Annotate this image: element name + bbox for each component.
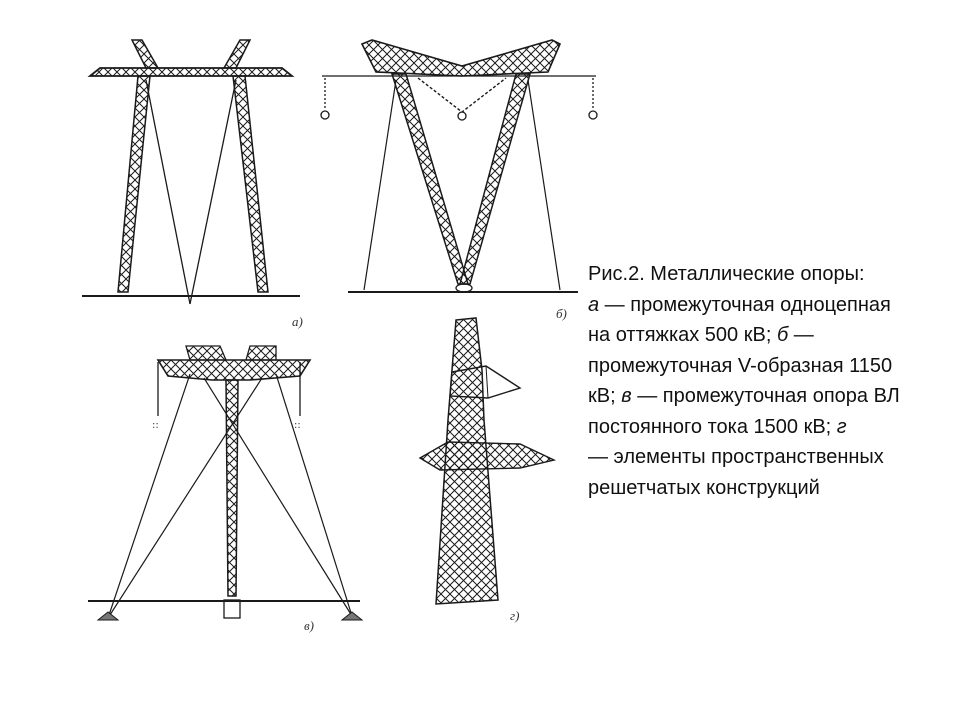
leg-right-a (233, 76, 268, 292)
caption-letter-g: г (836, 415, 847, 438)
conductor-left-v: :: (152, 420, 159, 431)
conductor-left-b (321, 111, 329, 119)
caption-text-b: — (788, 324, 814, 346)
caption-line-a (588, 290, 950, 321)
caption-text-b2: промежуточная V-образная 1150 (588, 354, 893, 377)
figure-label-v: в) (304, 618, 314, 633)
guy-wire-a-2 (190, 80, 236, 304)
caption-letter-v: в (621, 385, 632, 407)
conductor-right-b (589, 111, 597, 119)
mast-v (226, 380, 238, 596)
caption-text-a2: на оттяжках 500 кВ; (588, 324, 777, 346)
guy-v-3 (108, 378, 262, 618)
crossarm-b (362, 40, 560, 76)
caption-line-v2 (588, 412, 950, 443)
peak-left-a (132, 40, 158, 68)
peak-right-v (246, 346, 276, 360)
caption-title: Рис.2. Металлические опоры: (588, 263, 865, 285)
caption-text-a: — промежуточная одноцепная (599, 293, 891, 316)
leg-left-b (392, 74, 468, 284)
lower-arm-g (420, 442, 554, 470)
anchor-right-v (342, 612, 362, 620)
figure-caption (588, 259, 950, 503)
upper-arm-brace-g (486, 366, 488, 398)
caption-text-v2: постоянного тока 1500 кВ; (588, 415, 837, 438)
base-b (456, 284, 472, 292)
anchor-left-v (98, 612, 118, 620)
conductor-mid-b (458, 112, 466, 120)
caption-line-a2 (588, 320, 950, 351)
figure-label-b: б) (556, 306, 567, 321)
caption-line-b3 (588, 381, 950, 412)
leg-left-a (118, 76, 150, 292)
caption-text-v: — промежуточная опора ВЛ (631, 385, 900, 407)
conductor-right-v: :: (294, 420, 301, 431)
foundation-v (224, 600, 240, 618)
figure-label-g: г) (510, 608, 520, 623)
guy-wire-a-1 (146, 80, 190, 304)
caption-letter-a: а (588, 293, 600, 316)
tower-v-drawing (88, 346, 362, 633)
guy-b-2 (528, 80, 560, 290)
guy-v-1 (108, 374, 190, 618)
crossarm-a (90, 68, 292, 76)
peak-right-a (224, 40, 250, 68)
figure-label-a: а) (292, 314, 303, 329)
tower-g-drawing (420, 318, 554, 623)
guy-v-2 (204, 378, 352, 616)
tower-b-drawing (321, 40, 600, 321)
caption-text-g2: решетчатых конструкций (588, 476, 820, 499)
peak-left-v (186, 346, 226, 360)
tower-a-drawing (82, 40, 303, 329)
v-insulator-b (418, 78, 506, 112)
caption-text-g: — элементы пространственных (588, 446, 884, 468)
guy-v-4 (276, 374, 352, 616)
guy-b-1 (364, 80, 396, 290)
caption-letter-b: б (776, 324, 789, 346)
crossarm-v (158, 360, 310, 380)
caption-text-b3: кВ; (588, 385, 622, 407)
